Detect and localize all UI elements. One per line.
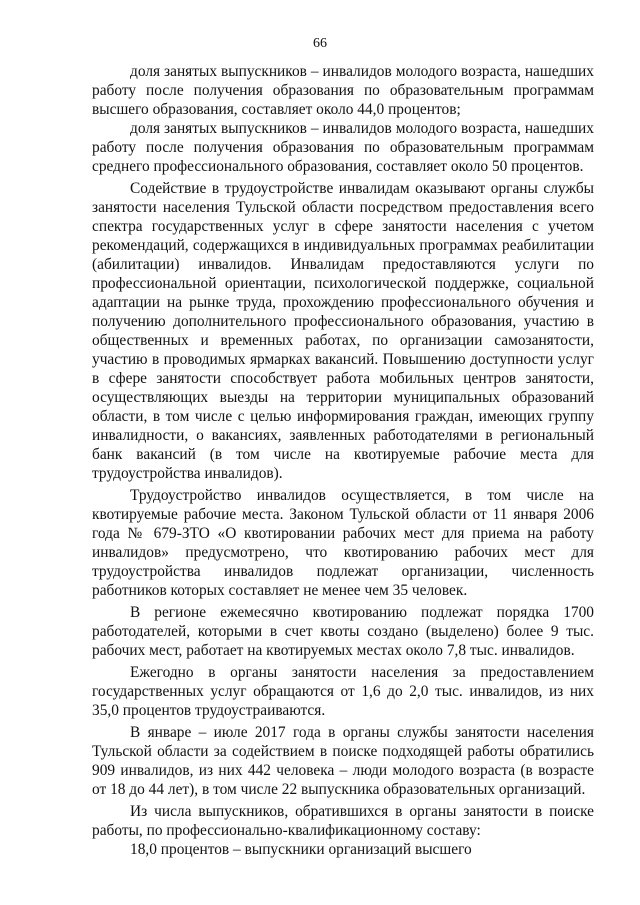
paragraph-employment-assistance: Содействие в трудоустройстве инвалидам оказывают органы службы занятости населения Тульской области посредством предоставления всего спектра государственных услуг в сфере занятости населения с учетом рекомендаций, содержащихся в индивидуальных программах реабилитации (абилитации) инвалидов. Инвалидам предоставляются услуги по профессиональной ориентации, психологической поддержке, социальной адаптации на рынке труда, прохождению профессионального обучения и получению дополнительного профессионального образования, участию в общественных и временных работах, по организации самозанятости, участию в проводимых ярмарках вакансий. Повышению доступности услуг в сфере занятости способствует работа мобильных центров занятости, осуществляющих выезды на территории муниципальных образований области, в том числе с целью информирования граждан, имеющих группу инвалидности, о вакансиях, заявленных работодателями в региональный банк вакансий (в том числе на квотируемые рабочие места для трудоустройства инвалидов).	[92, 180, 594, 482]
paragraph-higher-ed-share: 18,0 процентов – выпускники организаций высшего	[130, 841, 472, 858]
paragraph-graduates-composition: Из числа выпускников, обратившихся в органы занятости в поиске работы, по профессионально-квалификационному составу:	[92, 803, 594, 839]
paragraph-graduates-vocational-ed: доля занятых выпускников – инвалидов молодого возраста, нашедших работу после получения образования по образовательным программам среднего профессионального образования, составляет около 50 процентов.	[92, 120, 594, 175]
paragraph-jan-jul-2017: В январе – июле 2017 года в органы службы занятости населения Тульской области за содействием в поиске подходящей работы обратились 909 инвалидов, из них 442 человека – люди молодого возраста (в возрасте от 18 до 44 лет), в том числе 22 выпускника образовательных организаций.	[92, 724, 594, 798]
page-number: 66	[313, 36, 327, 51]
paragraph-quota-law: Трудоустройство инвалидов осуществляется, в том числе на квотируемые рабочие места. Законом Тульской области от 11 января 2006 года № 679-ЗТО «О квотировании рабочих мест для приема на работу инвалидов» предусмотрено, что квотированию рабочих мест для трудоустройства инвалидов подлежат организации, численность работников которых составляет не менее чем 35 человек.	[92, 487, 594, 599]
paragraph-quota-employers: В регионе ежемесячно квотированию подлежат порядка 1700 работодателей, которыми в счет квоты создано (выделено) более 9 тыс. рабочих мест, работает на квотируемых местах около 7,8 тыс. инвалидов.	[92, 604, 594, 659]
paragraph-graduates-higher-ed: доля занятых выпускников – инвалидов молодого возраста, нашедших работу после получения образования по образовательным программам высшего образования, составляет около 44,0 процентов;	[92, 63, 594, 118]
document-body	[92, 62, 594, 859]
paragraph-annual-applications: Ежегодно в органы занятости населения за предоставлением государственных услуг обращаются от 1,6 до 2,0 тыс. инвалидов, из них 35,0 процентов трудоустраиваются.	[92, 664, 594, 719]
